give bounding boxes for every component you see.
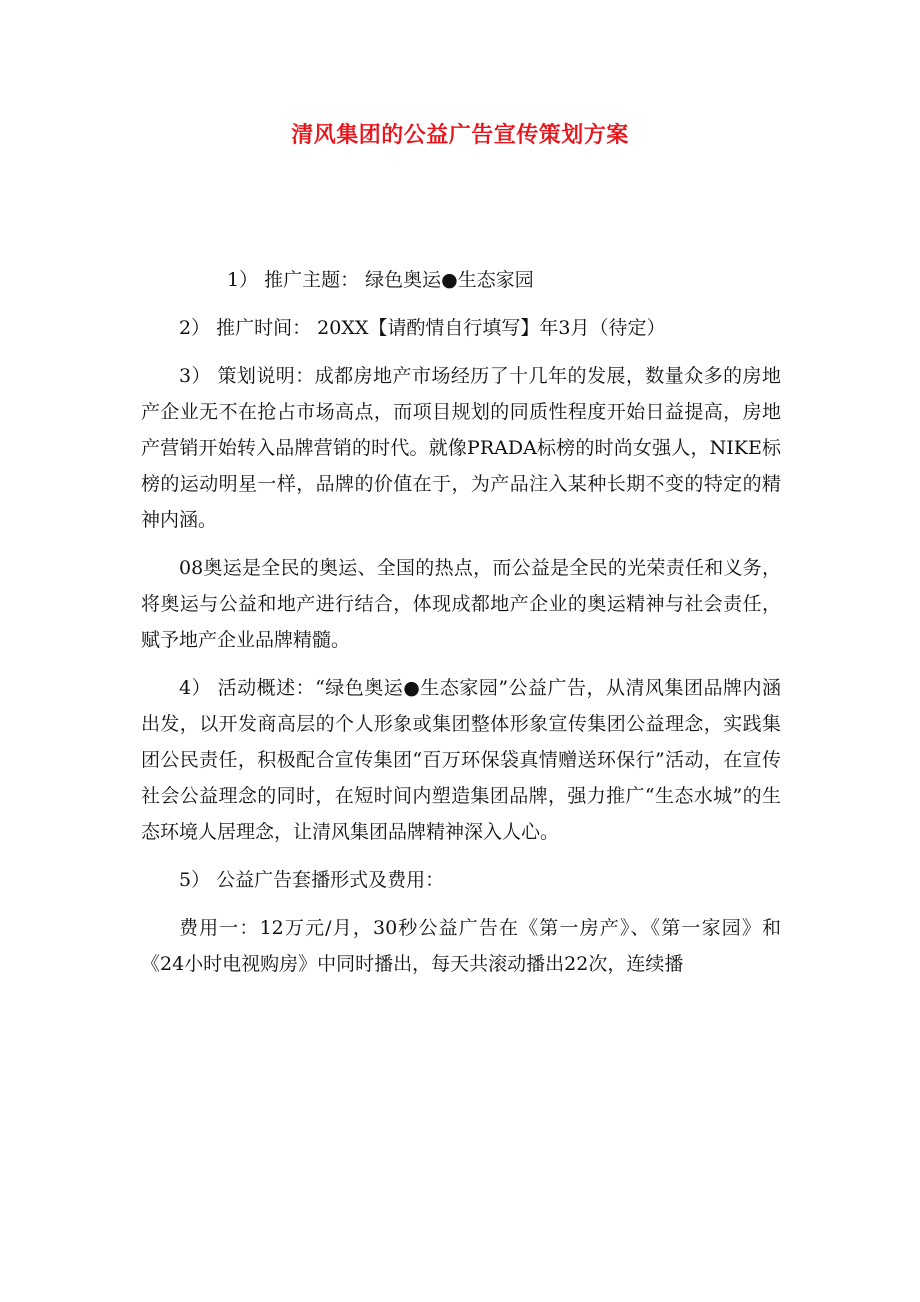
paragraph-planning-description: 3） 策划说明：成都房地产市场经历了十几年的发展，数量众多的房地产企业无不在抢占市场高点，而项目规划的同质性程度开始日益提高，房地产营销开始转入品牌营销的时代。就像PRADA标榜的时尚女强人，NIKE标榜的运动明星一样，品牌的价值在于，为产品注入某种长期不变的特定的精神内涵。: [141, 365, 781, 531]
paragraph-olympics: 08奥运是全民的奥运、全国的热点，而公益是全民的光荣责任和义务，将奥运与公益和地产进行结合，体现成都地产企业的奥运精神与社会责任，赋予地产企业品牌精髓。: [141, 557, 781, 651]
paragraph-activity-overview: 4） 活动概述：“绿色奥运●生态家园”公益广告，从清风集团品牌内涵出发，以开发商高层的个人形象或集团整体形象宣传集团公益理念，实践集团公民责任，积极配合宣传集团“百万环保袋真情赠送环保行”活动，在宣传社会公益理念的同时，在短时间内塑造集团品牌，强力推广“生态水城”的生态环境人居理念，让清风集团品牌精神深入人心。: [141, 677, 781, 843]
paragraph-promotion-theme: 1） 推广主题： 绿色奥运●生态家园: [227, 269, 534, 291]
document-body: [141, 262, 781, 982]
paragraph-broadcast-form: 5） 公益广告套播形式及费用：: [179, 869, 445, 891]
document-title: 清风集团的公益广告宣传策划方案: [291, 122, 629, 148]
paragraph-promotion-time: 2） 推广时间： 20XX【请酌情自行填写】年3月（待定）: [179, 317, 666, 339]
paragraph-cost-one: 费用一：12万元/月，30秒公益广告在《第一房产》、《第一家园》和《24小时电视购房》中同时播出，每天共滚动播出22次，连续播: [141, 917, 781, 975]
